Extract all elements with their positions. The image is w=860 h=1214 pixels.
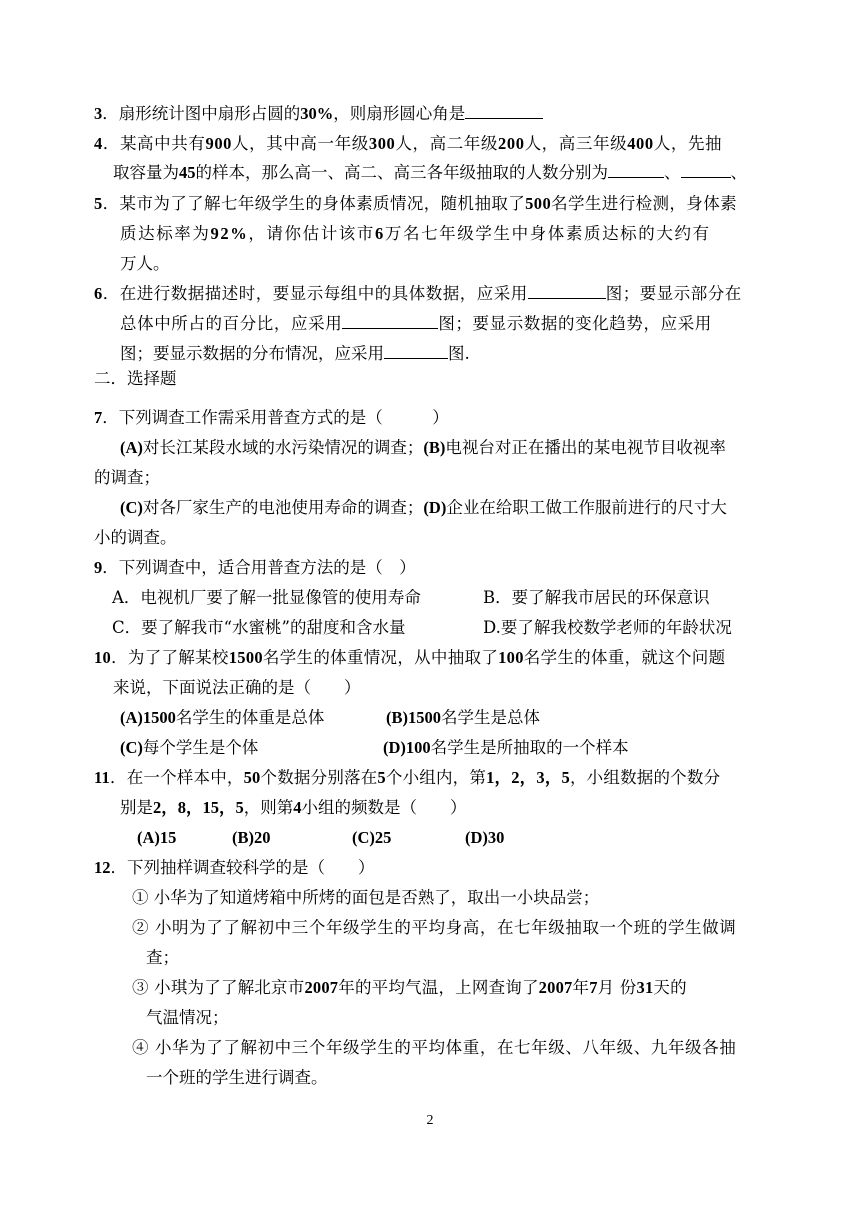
question-9: 9．下列调查中，适合用普查方法的是（ ） — [94, 558, 416, 577]
answer-blank[interactable] — [528, 283, 606, 299]
question-5-line-3: 万人。 — [120, 254, 170, 273]
question-11-line-2: 别是2，8，15，5，则第4小组的频数是（ ） — [120, 798, 467, 817]
question-7-line-2: (A)对长江某段水域的水污染情况的调查；(B)电视台对正在播出的某电视节目收视率 — [120, 438, 726, 457]
question-9-option-a: A．电视机厂要了解一批显像管的使用寿命 — [112, 588, 421, 607]
question-10-option-b: (B)1500名学生是总体 — [386, 708, 540, 727]
question-6-line-3: 图；要显示数据的分布情况，应采用 图. — [120, 344, 470, 363]
question-11-line-1: 11．在一个样本中，50个数据分别落在5个小组内，第1，2，3，5，小组数据的个数分 — [94, 768, 721, 787]
question-12-item-2-cont: 查； — [146, 948, 179, 967]
question-12-item-4: ④ 小华为了了解初中三个年级学生的平均体重，在七年级、八年级、九年级各抽 — [132, 1038, 737, 1057]
answer-blank[interactable] — [681, 162, 731, 178]
question-11-option-a: (A)15 — [137, 828, 177, 847]
question-10-line-2: 来说，下面说法正确的是（ ） — [113, 678, 361, 697]
question-10-option-d: (D)100名学生是所抽取的一个样本 — [383, 738, 629, 757]
question-10-option-c: (C)每个学生是个体 — [120, 738, 259, 757]
question-4-line-2: 取容量为45的样本，那么高一、高二、高三各年级抽取的人数分别为 、 、 — [113, 163, 747, 182]
question-11-option-d: (D)30 — [465, 828, 505, 847]
question-10-option-a: (A)1500名学生的体重是总体 — [120, 708, 325, 727]
question-10-line-1: 10．为了了解某校1500名学生的体重情况，从中抽取了100名学生的体重，就这个问题 — [94, 648, 726, 667]
question-11-option-c: (C)25 — [352, 828, 392, 847]
question-9-option-d: D.要了解我校数学老师的年龄状况 — [483, 618, 732, 637]
question-5-line-1: 5．某市为了了解七年级学生的身体素质情况，随机抽取了500名学生进行检测，身体素 — [94, 194, 738, 213]
answer-blank[interactable] — [342, 313, 438, 329]
question-7: 7．下列调查工作需采用普查方式的是（ ） — [94, 408, 449, 427]
question-5-line-2: 质达标率为92%，请你估计该市6万名七年级学生中身体素质达标的大约有 — [120, 224, 711, 243]
answer-blank[interactable] — [608, 162, 664, 178]
question-12-item-2: ② 小明为了了解初中三个年级学生的平均身高，在七年级抽取一个班的学生做调 — [132, 918, 737, 937]
answer-blank[interactable] — [384, 343, 448, 359]
question-6-line-2: 总体中所占的百分比，应采用 图；要显示数据的变化趋势，应采用 — [120, 314, 712, 333]
question-7-line-5: 小的调查。 — [94, 528, 177, 547]
question-12: 12．下列抽样调查较科学的是（ ） — [94, 858, 375, 877]
question-9-option-b: B．要了解我市居民的环保意识 — [483, 588, 710, 607]
section-heading-choice: 二．选择题 — [94, 369, 177, 388]
page-number: 2 — [426, 1113, 434, 1128]
question-12-item-3-cont: 气温情况； — [146, 1008, 229, 1027]
question-12-item-1: ① 小华为了知道烤箱中所烤的面包是否熟了，取出一小块品尝； — [132, 888, 600, 907]
question-9-option-c: C．要了解我市“水蜜桃”的甜度和含水量 — [112, 618, 406, 637]
question-11-option-b: (B)20 — [232, 828, 271, 847]
question-4-line-1: 4．某高中共有900人，其中高一年级300人，高二年级200人，高三年级400人，先抽 — [94, 134, 723, 153]
question-7-line-4: (C)对各厂家生产的电池使用寿命的调查；(D)企业在给职工做工作服前进行的尺寸大 — [120, 498, 727, 517]
question-12-item-3: ③ 小琪为了了解北京市2007年的平均气温，上网查询了2007年7月 份31天的 — [132, 978, 687, 997]
question-12-item-4-cont: 一个班的学生进行调查。 — [146, 1068, 328, 1087]
answer-blank[interactable] — [465, 103, 543, 119]
question-3: 3．扇形统计图中扇形占圆的30%，则扇形圆心角是 — [94, 103, 543, 125]
question-7-line-3: 的调查； — [94, 468, 160, 487]
question-6-line-1: 6．在进行数据描述时，要显示每组中的具体数据，应采用 图；要显示部分在 — [94, 284, 742, 303]
